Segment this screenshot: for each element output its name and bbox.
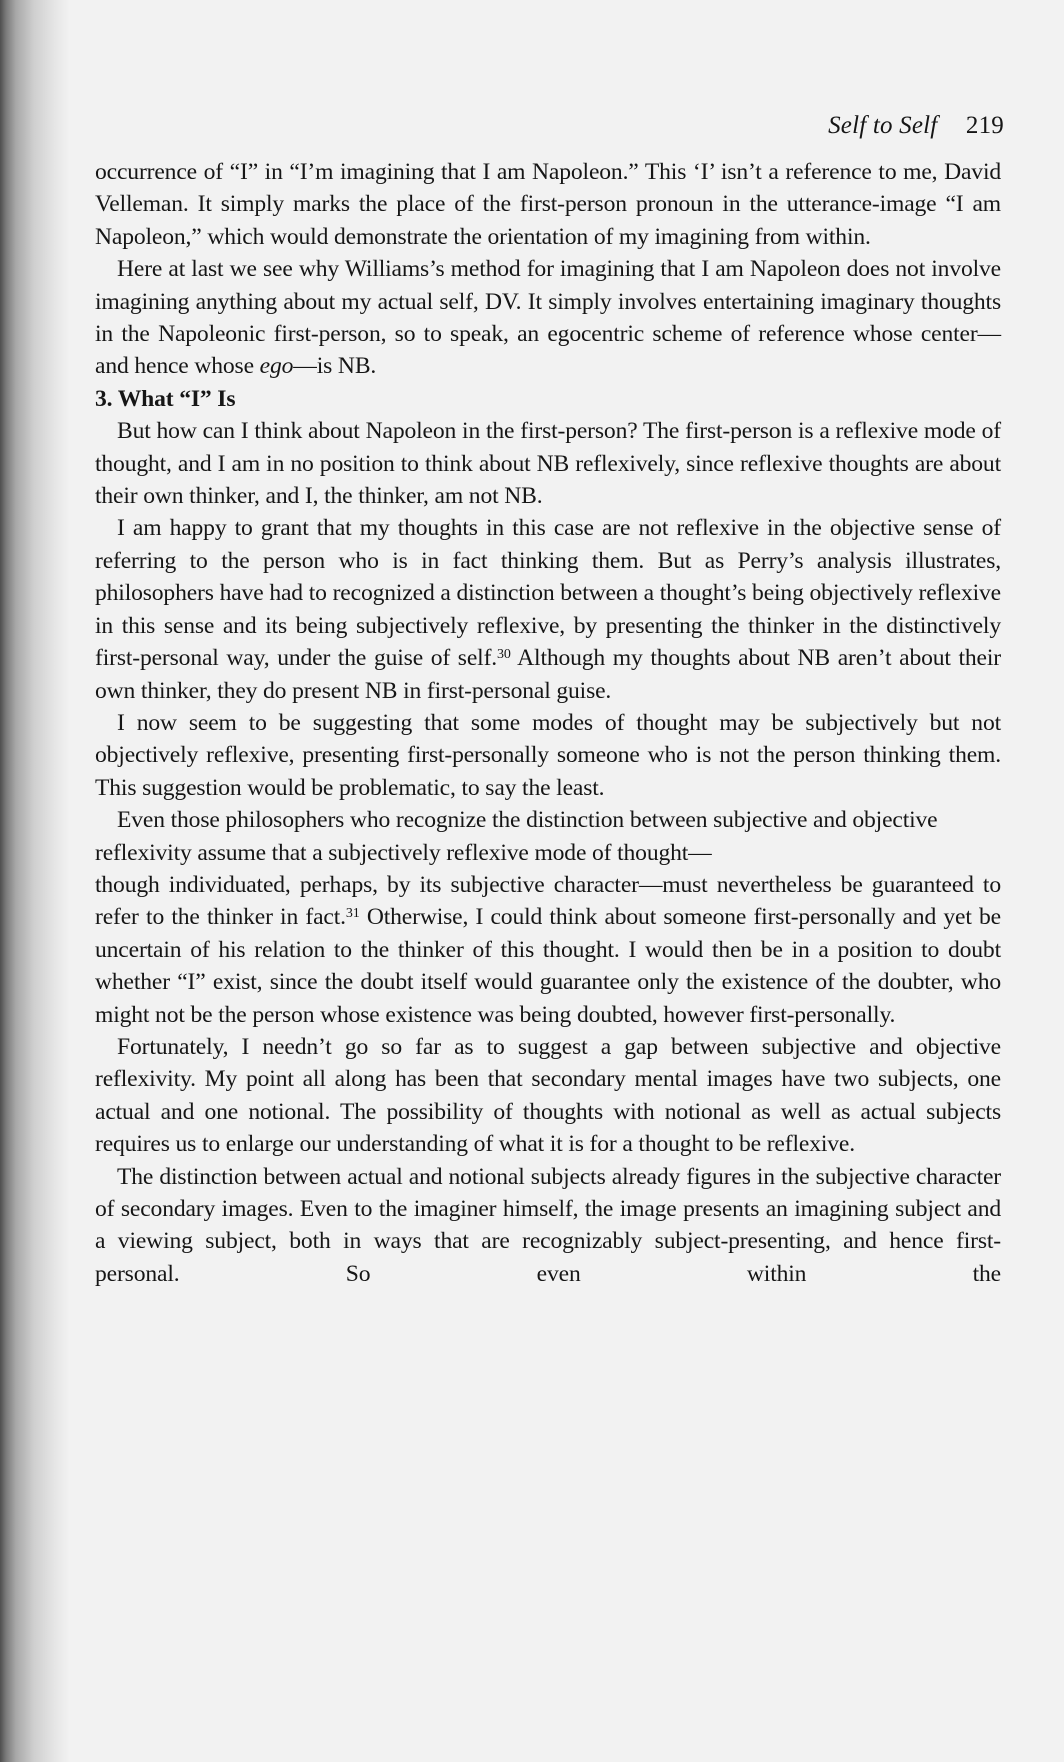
body-text [95,156,1001,1290]
running-head-title: Self to Self [828,112,938,139]
italic-term: ego [259,353,294,380]
paragraph: I now seem to be suggesting that some modes of thought may be subjectively but not objectively reflexive, presenting first-personally someone who is not the person thinking them. This suggestion would be problematic, to say the least. [95,709,1001,801]
paragraph-text: Although my thoughts about NB aren’t about their own thinker, they do present NB in first-personal guise. [95,645,1001,704]
paragraph [95,253,1001,383]
paragraph-continued: occurrence of “I” in “I’m imagining that I am Napoleon.” This ‘I’ isn’t a reference to me, David Velleman. It simply marks the place of the first-person pronoun in the utterance-image “I am Napoleon,” which would demonstrate the orientation of my imagining from within. [95,159,1001,250]
paragraph-text: Here at last we see why Williams’s method for imagining that I am Napoleon does not involve imagining anything about my actual self, DV. It simply involves entertaining imaginary thoughts in the Napoleonic first-person, so to speak, an egocentric scheme of reference whose center—and hence whose [95,256,1001,380]
footnote-ref: 30 [497,647,511,663]
page-binding-shadow [0,0,70,1762]
paragraph [95,804,1001,1031]
paragraph-text: Otherwise, I could think about someone first-personally and yet be uncertain of his relation to the thinker of this thought. I would then be in a position to doubt whether “I” exist, since the doubt itself would guarantee only the existence of the doubter, who might not be the person whose existence was being doubted, however first-personally. [95,904,1001,1028]
paragraph-text: —is NB. [293,353,377,380]
running-head [828,112,1004,140]
paragraph-text: though individuated, perhaps, by its subjective character—must nevertheless be guaranteed to refer to the thinker in fact. [95,871,1001,931]
page-number: 219 [965,112,1004,139]
paragraph-text: Even those philosophers who recognize the distinction between subjective and objective reflexivity assume that a subjectively reflexive mode of thought— [95,807,938,866]
paragraph: Fortunately, I needn’t go so far as to suggest a gap between subjective and objective reflexivity. My point all along has been that secondary mental images have two subjects, one actual and one notional. The possibility of thoughts with notional as well as actual subjects requires us to enlarge our understanding of what it is for a thought to be reflexive. [95,1033,1001,1158]
section-heading: 3. What “I” Is [95,385,236,412]
paragraph-text: I am happy to grant that my thoughts in this case are not reflexive in the objective sense of referring to the person who is in fact thinking them. But as Perry’s analysis illustrates, philosophers have had to recognized a distinction between a thought’s being objectively reflexive in this sense and its being subjectively reflexive, by presenting the thinker in the distinctively first-personal way, under the guise of self. [95,515,1001,672]
footnote-ref: 31 [345,906,360,922]
paragraph: The distinction between actual and notional subjects already figures in the subjective character of secondary images. Even to the imaginer himself, the image presents an imagining subject and a viewing subject, both in ways that are recognizably subject-presenting, and hence first-personal. So even within the [95,1163,1001,1287]
paragraph [95,512,1001,706]
paragraph: But how can I think about Napoleon in the first-person? The first-person is a reflexive mode of thought, and I am in no position to think about NB reflexively, since reflexive thoughts are about their own thinker, and I, the thinker, am not NB. [95,418,1001,510]
